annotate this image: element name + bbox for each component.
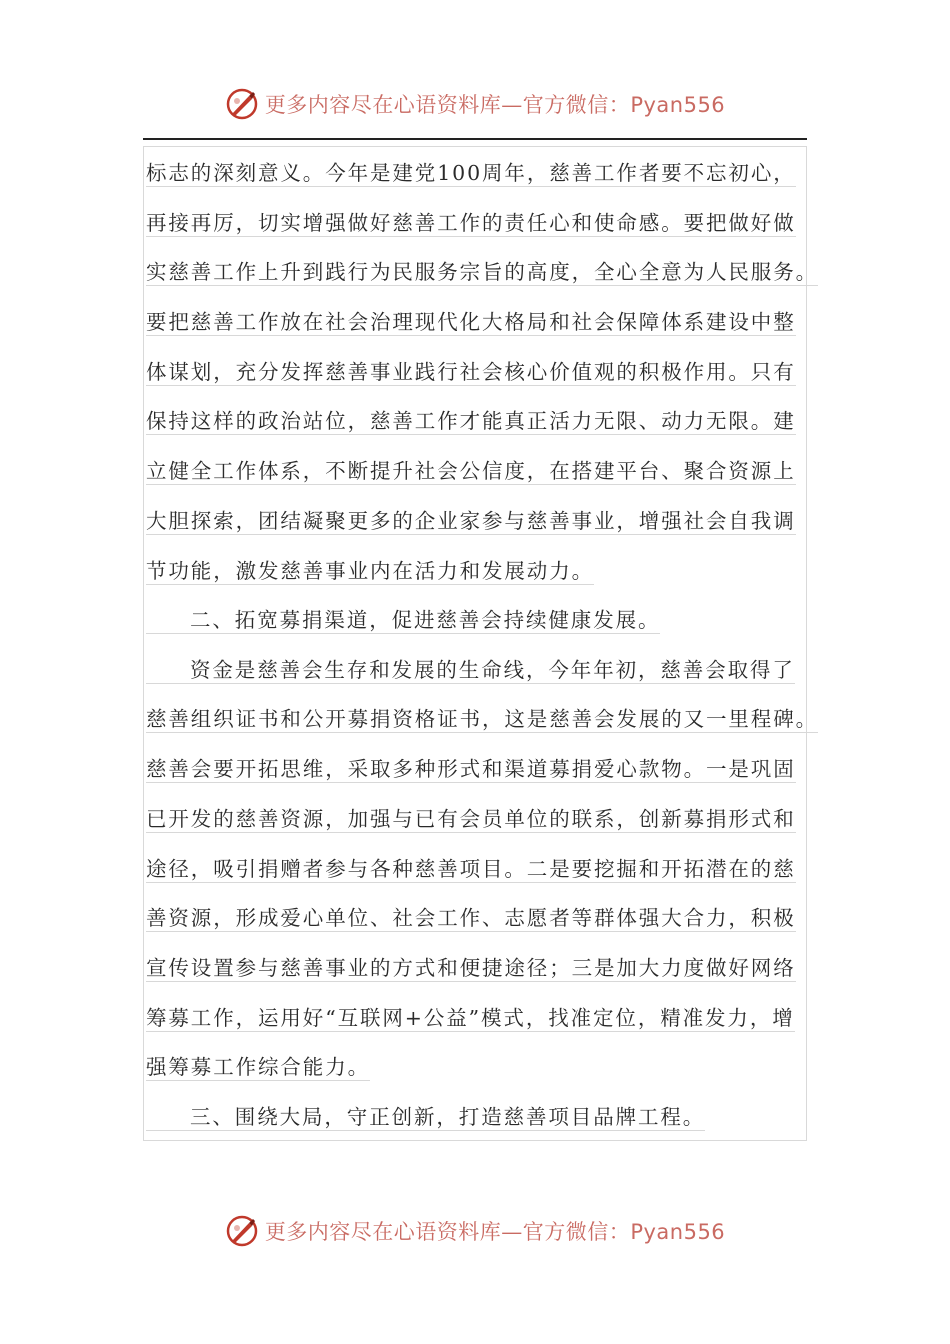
footer-wechat-id: Pyan556 xyxy=(630,1220,726,1244)
body-line: 慈善组织证书和公开募捐资格证书，这是慈善会发展的又一里程碑。 xyxy=(146,707,818,731)
body-line: 节功能，激发慈善事业内在活力和发展动力。 xyxy=(146,559,594,583)
header-banner xyxy=(0,84,950,124)
body-line: 再接再厉，切实增强做好慈善工作的责任心和使命感。要把做好做 xyxy=(146,211,796,235)
body-line: 善资源，形成爱心单位、社会工作、志愿者等群体强大合力，积极 xyxy=(146,906,796,930)
body-line: 强筹募工作综合能力。 xyxy=(146,1055,370,1079)
body-line: 资金是慈善会生存和发展的生命线，今年年初，慈善会取得了 xyxy=(146,657,795,684)
body-line: 大胆探索，团结凝聚更多的企业家参与慈善事业，增强社会自我调 xyxy=(146,509,796,533)
body-line: 筹募工作，运用好“互联网+公益”模式，找准定位，精准发力，增 xyxy=(146,1006,795,1030)
section-heading-3: 三、围绕大局，守正创新，打造慈善项目品牌工程。 xyxy=(146,1104,705,1131)
header-rule xyxy=(143,138,807,140)
pen-logo-icon xyxy=(225,87,259,121)
text-frame xyxy=(143,146,807,1141)
body-line: 宣传设置参与慈善事业的方式和便捷途径；三是加大力度做好网络 xyxy=(146,956,796,980)
body-line: 途径，吸引捐赠者参与各种慈善项目。二是要挖掘和开拓潜在的慈 xyxy=(146,857,796,881)
body-line: 体谋划，充分发挥慈善事业践行社会核心价值观的积极作用。只有 xyxy=(146,360,796,384)
body-line: 保持这样的政治站位，慈善工作才能真正活力无限、动力无限。建 xyxy=(146,409,796,433)
footer-banner xyxy=(0,1211,950,1251)
pen-logo-icon xyxy=(225,1214,259,1248)
body-line: 标志的深刻意义。今年是建党100周年，慈善工作者要不忘初心， xyxy=(146,161,796,185)
body-line: 要把慈善工作放在社会治理现代化大格局和社会保障体系建设中整 xyxy=(146,310,796,334)
body-line: 实慈善工作上升到践行为民服务宗旨的高度，全心全意为人民服务。 xyxy=(146,260,818,284)
footer-banner-text: 更多内容尽在心语资料库—官方微信：Pyan556 xyxy=(264,1220,726,1244)
body-line: 已开发的慈善资源，加强与已有会员单位的联系，创新募捐形式和 xyxy=(146,807,796,831)
body-line: 立健全工作体系，不断提升社会公信度，在搭建平台、聚合资源上 xyxy=(146,459,796,483)
header-banner-text: 更多内容尽在心语资料库—官方微信：Pyan556 xyxy=(264,93,726,117)
body-line: 慈善会要开拓思维，采取多种形式和渠道募捐爱心款物。一是巩固 xyxy=(146,757,796,781)
section-heading-2: 二、拓宽募捐渠道，促进慈善会持续健康发展。 xyxy=(146,607,660,634)
header-wechat-id: Pyan556 xyxy=(630,93,726,117)
